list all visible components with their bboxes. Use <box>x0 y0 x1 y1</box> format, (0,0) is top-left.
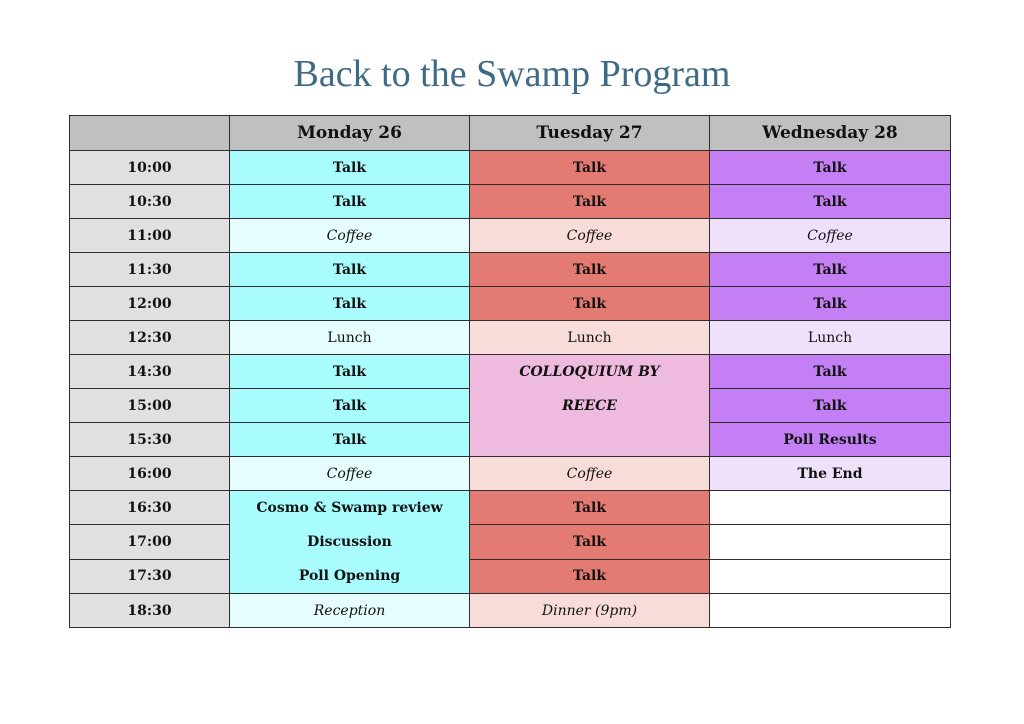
empty-cell <box>710 525 951 559</box>
slot-cell: Coffee <box>230 219 470 253</box>
slot-cell: Coffee <box>470 457 710 491</box>
slot-cell: Talk <box>230 253 470 287</box>
table-row <box>70 219 951 253</box>
time-cell: 18:30 <box>70 594 230 628</box>
time-cell: 11:30 <box>70 253 230 287</box>
slot-cell: Talk <box>710 287 951 321</box>
day-header-wednesday: Wednesday 28 <box>710 116 951 151</box>
table-row <box>70 185 951 219</box>
page-title: Back to the Swamp Program <box>293 53 731 95</box>
time-cell: 16:30 <box>70 491 230 525</box>
table-row <box>70 525 951 559</box>
table-row <box>70 321 951 355</box>
slot-cell: Talk <box>470 491 710 525</box>
slot-cell: Talk <box>230 355 470 389</box>
slot-cell: Talk <box>230 151 470 185</box>
time-cell: 17:30 <box>70 559 230 593</box>
slot-cell: Lunch <box>230 321 470 355</box>
slot-cell: Lunch <box>470 321 710 355</box>
time-cell: 16:00 <box>70 457 230 491</box>
time-cell: 12:30 <box>70 321 230 355</box>
slot-cell: Talk <box>470 559 710 593</box>
slot-cell: Coffee <box>710 219 951 253</box>
empty-cell <box>710 559 951 593</box>
slot-cell: Talk <box>470 151 710 185</box>
slot-cell: Talk <box>710 355 951 389</box>
table-row <box>70 594 951 628</box>
corner-cell <box>70 116 230 151</box>
slot-cell: Talk <box>710 151 951 185</box>
colloquium-line: REECE <box>562 398 617 414</box>
time-cell: 10:00 <box>70 151 230 185</box>
time-cell: 15:00 <box>70 389 230 423</box>
slot-cell: Talk <box>470 525 710 559</box>
table-row <box>70 253 951 287</box>
slot-cell: Talk <box>710 253 951 287</box>
slot-cell: Coffee <box>230 457 470 491</box>
slot-cell: Coffee <box>470 219 710 253</box>
table-row <box>70 355 951 389</box>
empty-cell <box>710 491 951 525</box>
review-line: Poll Opening <box>298 568 401 584</box>
day-header-tuesday: Tuesday 27 <box>470 116 710 151</box>
review-line: Discussion <box>307 534 392 550</box>
slot-cell: Lunch <box>710 321 951 355</box>
slot-cell: Talk <box>230 423 470 457</box>
slot-cell: The End <box>710 457 951 491</box>
time-cell: 17:00 <box>70 525 230 559</box>
slot-cell: Talk <box>230 287 470 321</box>
slot-cell: Talk <box>470 253 710 287</box>
time-cell: 10:30 <box>70 185 230 219</box>
time-cell: 14:30 <box>70 355 230 389</box>
slot-cell: Poll Results <box>710 423 951 457</box>
slot-cell: Talk <box>710 185 951 219</box>
table-row <box>70 287 951 321</box>
empty-cell <box>710 594 951 628</box>
slot-cell: Talk <box>230 185 470 219</box>
table-row <box>70 491 951 525</box>
colloquium-cell <box>470 355 710 457</box>
slot-cell: Talk <box>470 185 710 219</box>
time-cell: 15:30 <box>70 423 230 457</box>
review-cell <box>230 491 470 594</box>
schedule-table <box>69 115 951 628</box>
slot-cell: Dinner (9pm) <box>470 594 710 628</box>
table-row <box>70 457 951 491</box>
review-line: Cosmo & Swamp review <box>256 500 443 516</box>
table-row <box>70 559 951 593</box>
slot-cell: Talk <box>470 287 710 321</box>
colloquium-line: COLLOQUIUM BY <box>519 364 660 380</box>
time-cell: 11:00 <box>70 219 230 253</box>
header-row <box>70 116 951 151</box>
slot-cell: Reception <box>230 594 470 628</box>
day-header-monday: Monday 26 <box>230 116 470 151</box>
table-row <box>70 151 951 185</box>
time-cell: 12:00 <box>70 287 230 321</box>
slot-cell: Talk <box>230 389 470 423</box>
slot-cell: Talk <box>710 389 951 423</box>
